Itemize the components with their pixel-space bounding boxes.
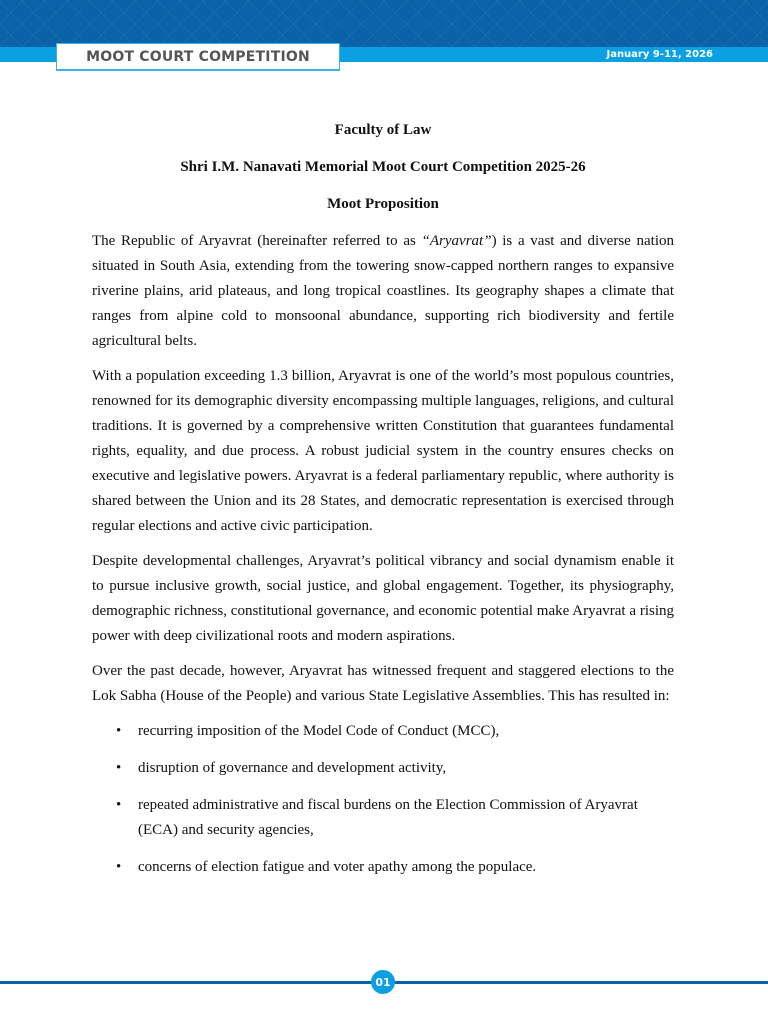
list-item: • concerns of election fatigue and voter apathy among the populace. bbox=[116, 855, 674, 880]
paragraph-1 bbox=[92, 229, 674, 354]
paragraph-3: Despite developmental challenges, Aryavrat’s political vibrancy and social dynamism enable it to pursue inclusive growth, social justice, and global engagement. Together, its physiography, demographic richness, constitutional governance, and economic potential make Aryavrat a rising power with deep civilizational roots and modern aspirations. bbox=[92, 553, 674, 644]
bullet-list bbox=[92, 719, 674, 880]
page-number: 01 bbox=[371, 970, 395, 994]
paragraph-4: Over the past decade, however, Aryavrat has witnessed frequent and staggered elections to the Lok Sabha (House of the People) and various State Legislative Assemblies. This has resulted in: bbox=[92, 663, 674, 704]
header-banner bbox=[0, 0, 768, 48]
proposition-heading: Moot Proposition bbox=[327, 196, 439, 212]
list-item: • repeated administrative and fiscal burdens on the Election Commission of Aryavrat (ECA) and security agencies, bbox=[116, 793, 674, 843]
header-title: MOOT COURT COMPETITION bbox=[56, 43, 340, 71]
event-date: January 9-11, 2026 bbox=[606, 49, 713, 60]
list-item: • recurring imposition of the Model Code of Conduct (MCC), bbox=[116, 719, 674, 744]
paragraph-2: With a population exceeding 1.3 billion, Aryavrat is one of the world’s most populous countries, renowned for its demographic diversity encompassing multiple languages, religions, and cultural traditions. It is governed by a comprehensive written Constitution that guarantees fundamental rights, equality, and due process. A robust judicial system in the country ensures checks on executive and legislative powers. Aryavrat is a federal parliamentary republic, where authority is shared between the Union and its 28 States, and democratic representation is exercised through regular elections and active civic participation. bbox=[92, 368, 674, 534]
p1-text-b: ) is a vast and diverse nation situated in South Asia, extending from the towering snow-capped northern ranges to expansive riverine plains, arid plateaus, and long tropical coastlines. Its geography shapes a climate that ranges from alpine cold to monsoonal abundance, supporting rich biodiversity and fertile agricultural belts. bbox=[92, 233, 674, 349]
document-body bbox=[92, 118, 674, 892]
faculty-heading: Faculty of Law bbox=[334, 122, 432, 138]
list-item: • disruption of governance and development activity, bbox=[116, 756, 674, 781]
p1-emphasis: “Aryavrat” bbox=[421, 233, 492, 249]
p1-text-a: The Republic of Aryavrat (hereinafter referred to as bbox=[92, 233, 422, 249]
competition-heading: Shri I.M. Nanavati Memorial Moot Court Competition 2025-26 bbox=[180, 159, 586, 175]
